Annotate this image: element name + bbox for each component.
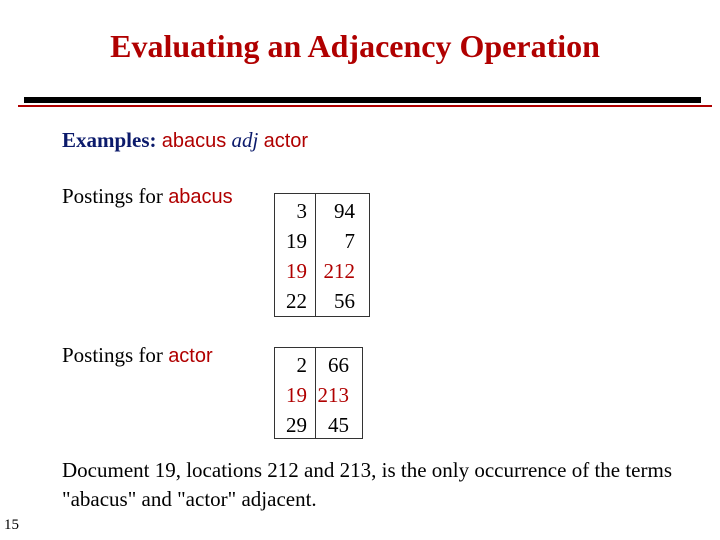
postings-label-abacus bbox=[62, 182, 233, 211]
posting-location: 213 bbox=[317, 383, 349, 407]
title-divider-thick bbox=[24, 97, 701, 103]
conclusion-text: Document 19, locations 212 and 213, is the only occurrence of the terms "abacus" and "actor" adjacent. bbox=[62, 458, 673, 511]
examples-line bbox=[62, 126, 308, 155]
posting-location: 212 bbox=[323, 259, 355, 283]
posting-location: 56 bbox=[334, 289, 355, 313]
example-term-actor: actor bbox=[263, 130, 309, 152]
postings-term-abacus: abacus bbox=[168, 186, 233, 208]
posting-location: 94 bbox=[334, 199, 355, 223]
example-term-abacus: abacus bbox=[161, 130, 227, 152]
posting-doc: 2 bbox=[296, 353, 307, 377]
posting-doc: 29 bbox=[286, 413, 307, 437]
posting-doc: 19 bbox=[286, 229, 307, 253]
slide-number: 15 bbox=[4, 517, 19, 533]
posting-doc: 22 bbox=[286, 289, 307, 313]
title-divider-thin bbox=[18, 105, 712, 107]
postings-term-actor: actor bbox=[168, 345, 213, 367]
table-row bbox=[275, 286, 359, 316]
posting-location: 45 bbox=[328, 413, 349, 437]
posting-doc: 19 bbox=[286, 383, 307, 407]
table-row-highlighted bbox=[275, 256, 359, 286]
postings-label-actor bbox=[62, 341, 213, 370]
posting-doc: 19 bbox=[286, 259, 307, 283]
posting-doc: 3 bbox=[296, 199, 307, 223]
examples-label: Examples: bbox=[62, 128, 157, 152]
postings-label-prefix: Postings for bbox=[62, 343, 169, 367]
postings-label-prefix: Postings for bbox=[62, 184, 169, 208]
table-row bbox=[275, 226, 359, 256]
table-row bbox=[275, 196, 359, 226]
posting-location: 7 bbox=[344, 229, 355, 253]
slide-title: Evaluating an Adjacency Operation bbox=[110, 28, 600, 64]
example-operator-adj: adj bbox=[231, 128, 259, 152]
postings-table-actor bbox=[275, 350, 353, 440]
table-row bbox=[275, 410, 353, 440]
posting-location: 66 bbox=[328, 353, 349, 377]
postings-table-abacus bbox=[275, 196, 359, 316]
table-row bbox=[275, 350, 353, 380]
table-row-highlighted bbox=[275, 380, 353, 410]
